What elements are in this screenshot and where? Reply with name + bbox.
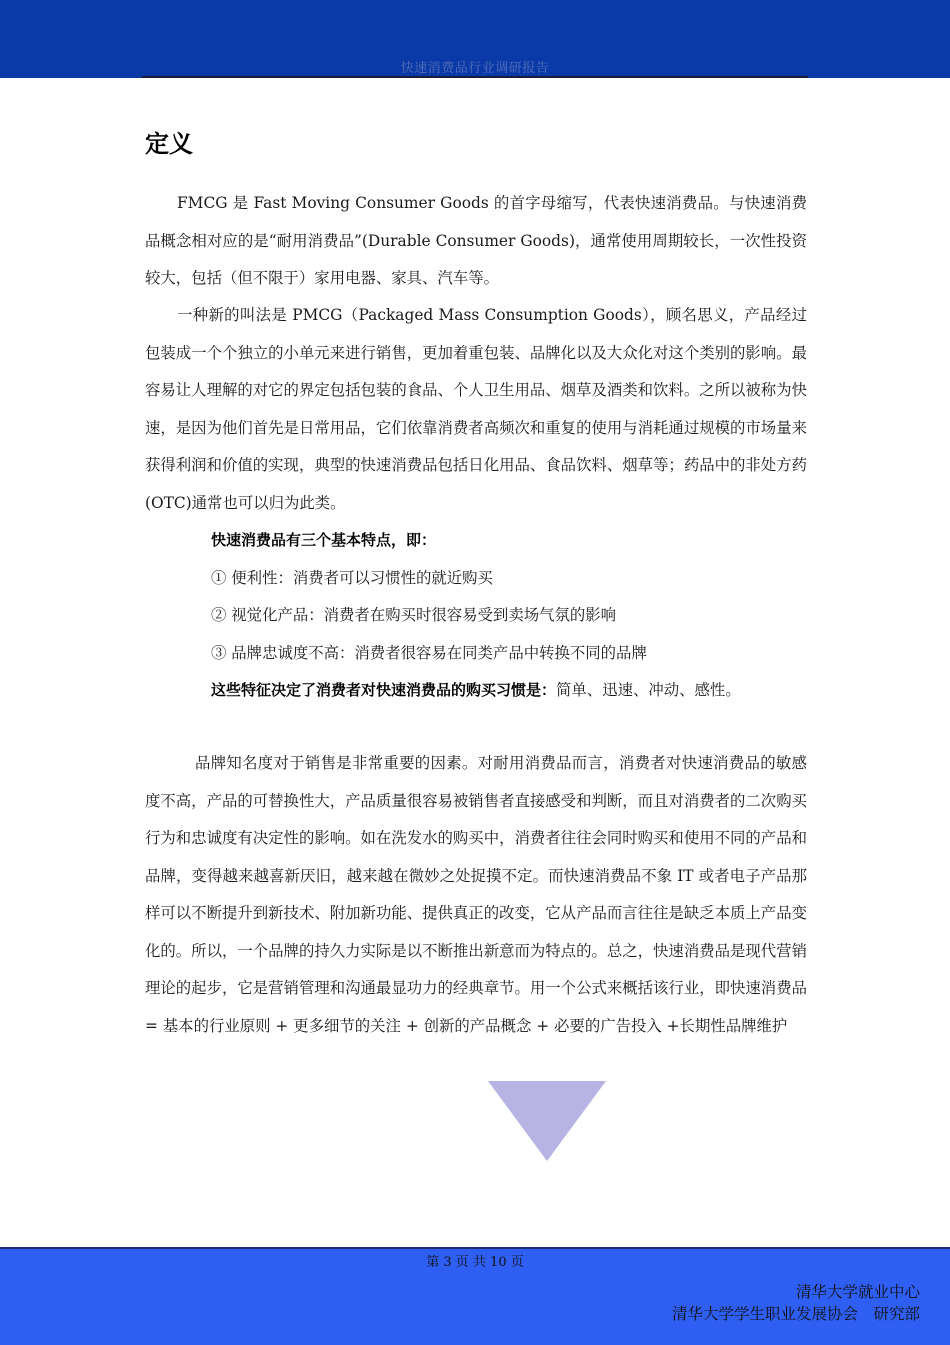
features-conclusion [211,672,811,710]
footer-org-line-2: 清华大学学生职业发展协会 研究部 [671,1305,920,1323]
section-title: 定义 [145,130,193,158]
feature-item-loyalty: ③ 品牌忠诚度不高：消费者很容易在同类产品中转换不同的品牌 [211,643,647,662]
header-divider [142,76,808,78]
footer-org-line-1: 清华大学就业中心 [795,1283,920,1301]
header-title: 快速消费品行业调研报告 [400,61,550,76]
features-conclusion-bold: 这些特征决定了消费者对快速消费品的购买习惯是： [211,681,557,699]
features-heading: 快速消费品有三个基本特点，即： [211,531,437,549]
down-arrow-shape [488,1081,606,1161]
down-arrow-icon [488,1081,606,1161]
page-number: 第 3 页 共 10 页 [426,1255,524,1270]
footer-divider [0,1247,950,1249]
brand-paragraph: 品牌知名度对于销售是非常重要的因素。对耐用消费品而言，消费者对快速消费品的敏感度不高，产品的可替换性大，产品质量很容易被销售者直接感受和判断，而且对消费者的二次购买行为和忠诚度有决定性的影响。如在洗发水的购买中，消费者往往会同时购买和使用不同的产品和品牌，变得越来越喜新厌旧，越来越在微妙之处捉摸不定。而快速消费品不象 IT 或者电子产品那样可以不断提升到新技术、附加新功能、提供真正的改变，它从产品而言往往是缺乏本质上产品变化的。所以，一个品牌的持久力实际是以不断推出新意而为特点的。总之，快速消费品是现代营销理论的起步，它是营销管理和沟通最显功力的经典章节。用一个公式来概括该行业，即快速消费品 = 基本的行业原则 + 更多细节的关注 + 创新的产品概念 + 必要的广告投入 +长期性品牌维护 [145,754,807,1035]
feature-item-visual: ② 视觉化产品：消费者在购买时很容易受到卖场气氛的影响 [211,606,617,624]
intro-paragraph-1: FMCG 是 Fast Moving Consumer Goods 的首字母缩写，代表快速消费品。与快速消费品概念相对应的是“耐用消费品”(Durable Consumer Goods)，通常使用周期较长，一次性投资较大，包括（但不限于）家用电器、家具、汽车等。 [145,194,807,287]
features-block [211,522,811,710]
feature-item-convenience: ① 便利性：消费者可以习惯性的就近购买 [211,568,493,587]
intro-paragraph-2: 一种新的叫法是 PMCG（Packaged Mass Consumption Goods），顾名思义，产品经过包装成一个个独立的小单元来进行销售，更加着重包装、品牌化以及大众化对这个类别的影响。最容易让人理解的对它的界定包括包装的食品、个人卫生用品、烟草及酒类和饮料。之所以被称为快速，是因为他们首先是日常用品，它们依靠消费者高频次和重复的使用与消耗通过规模的市场量来获得利润和价值的实现，典型的快速消费品包括日化用品、食品饮料、烟草等；药品中的非处方药(OTC)通常也可以归为此类。 [145,306,807,512]
features-conclusion-rest: 简单、迅速、冲动、感性。 [556,681,741,699]
